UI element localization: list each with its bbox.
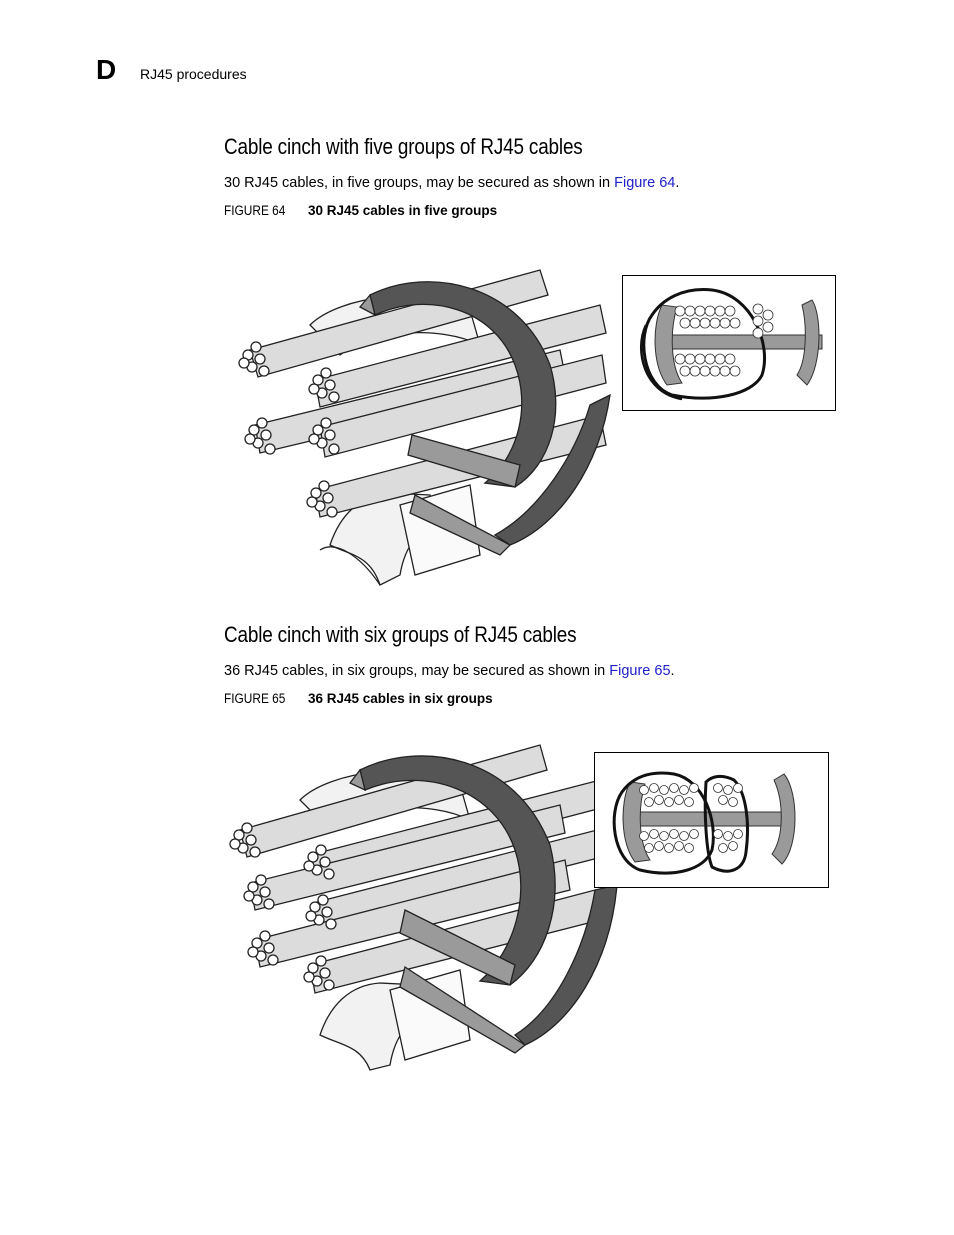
- figure-64-label: FIGURE 64: [224, 203, 286, 218]
- cross-section-five-groups-drawing: [622, 275, 836, 412]
- section-title-five-groups: Cable cinch with five groups of RJ45 cables: [224, 134, 583, 159]
- running-header: RJ45 procedures: [140, 66, 247, 82]
- appendix-letter: D: [96, 54, 117, 85]
- figure-64-link[interactable]: Figure 64: [614, 175, 676, 191]
- figure-64-inset: [622, 275, 836, 412]
- paragraph-five-groups: [224, 175, 679, 191]
- figure-65-inset: [594, 752, 829, 889]
- paragraph-end: .: [670, 663, 675, 679]
- cable-bundle-six-groups-drawing: [225, 735, 625, 1080]
- paragraph-text: 30 RJ45 cables, in five groups, may be secured as shown in: [224, 175, 615, 191]
- figure-65-label: FIGURE 65: [224, 691, 286, 706]
- cross-section-six-groups-drawing: [594, 752, 829, 889]
- figure-65-caption: [224, 691, 493, 706]
- figure-64-caption-text: 30 RJ45 cables in five groups: [308, 203, 498, 218]
- figure-64-illustration: [230, 255, 620, 600]
- figure-65-link[interactable]: Figure 65: [609, 663, 671, 679]
- figure-64-caption: [224, 203, 497, 218]
- paragraph-text: 36 RJ45 cables, in six groups, may be secured as shown in: [224, 663, 610, 679]
- figure-65-caption-text: 36 RJ45 cables in six groups: [308, 691, 493, 706]
- paragraph-six-groups: [224, 663, 675, 679]
- figure-65-illustration: [225, 735, 625, 1080]
- paragraph-end: .: [675, 175, 680, 191]
- section-title-six-groups: Cable cinch with six groups of RJ45 cables: [224, 622, 577, 647]
- cable-bundle-five-groups-drawing: [230, 255, 620, 600]
